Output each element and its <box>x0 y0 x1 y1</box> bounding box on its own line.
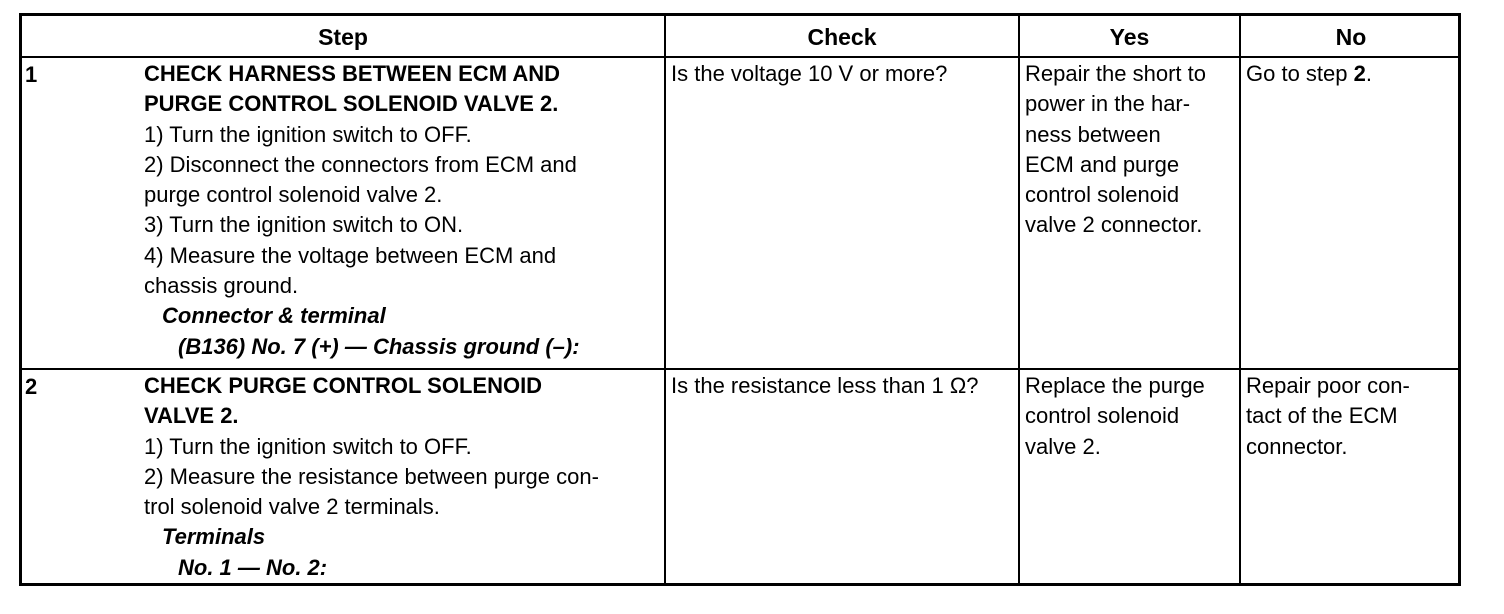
no-action-line: connector. <box>1246 433 1348 459</box>
yes-action-line: valve 2 connector. <box>1025 212 1203 238</box>
no-action-step-ref: 2 <box>1353 61 1366 86</box>
column-divider-step-check <box>664 16 666 583</box>
no-action-line: tact of the ECM <box>1246 403 1398 429</box>
column-divider-yes-no <box>1239 16 1241 583</box>
step-title: PURGE CONTROL SOLENOID VALVE 2. <box>144 91 559 117</box>
header-no: No <box>1335 24 1367 50</box>
step-instruction: 3) Turn the ignition switch to ON. <box>144 212 464 238</box>
yes-action <box>1025 371 1205 462</box>
step-instruction: 4) Measure the voltage between ECM and <box>144 242 557 268</box>
step-instruction: chassis ground. <box>144 273 299 299</box>
step-instruction: 2) Disconnect the connectors from ECM and <box>144 151 577 177</box>
step-instruction: 1) Turn the ignition switch to OFF. <box>144 121 472 147</box>
column-divider-check-yes <box>1018 16 1020 583</box>
header-yes: Yes <box>1109 24 1150 50</box>
header-step: Step <box>318 24 368 50</box>
step-title: CHECK PURGE CONTROL SOLENOID <box>144 373 543 398</box>
no-action-text: Go to step <box>1246 61 1354 86</box>
step-title: VALVE 2. <box>144 403 239 429</box>
spec-label: Connector & terminal <box>162 303 386 329</box>
step-instruction: 1) Turn the ignition switch to OFF. <box>144 433 472 459</box>
no-action-line: Repair poor con- <box>1246 373 1410 398</box>
step-instruction: trol solenoid valve 2 terminals. <box>144 494 440 520</box>
spec-label: Terminals <box>162 524 266 550</box>
row-divider <box>22 368 1458 370</box>
header-divider <box>22 56 1458 58</box>
yes-action-line: power in the har- <box>1025 91 1191 117</box>
step-instruction: 2) Measure the resistance between purge con- <box>144 463 599 489</box>
header-check: Check <box>807 24 877 50</box>
no-action <box>1246 371 1410 462</box>
yes-action <box>1025 59 1206 241</box>
yes-action-line: valve 2. <box>1025 433 1101 459</box>
yes-action-line: Replace the purge <box>1025 373 1205 398</box>
yes-action-line: ECM and purge <box>1025 151 1180 177</box>
step-instruction: purge control solenoid valve 2. <box>144 182 443 208</box>
step-content <box>144 59 580 362</box>
spec-value: (B136) No. 7 (+) — Chassis ground (–): <box>178 333 580 359</box>
spec-value: No. 1 — No. 2: <box>178 554 328 580</box>
yes-action-line: control solenoid <box>1025 403 1180 429</box>
step-title: CHECK HARNESS BETWEEN ECM AND <box>144 61 560 86</box>
step-number: 2 <box>25 374 38 399</box>
no-action <box>1246 59 1372 89</box>
no-action-suffix: . <box>1365 61 1372 86</box>
check-question: Is the resistance less than 1 Ω? <box>671 373 979 398</box>
diagnostic-table <box>19 13 1461 586</box>
yes-action-line: Repair the short to <box>1025 61 1206 86</box>
yes-action-line: ness between <box>1025 121 1161 147</box>
step-number: 1 <box>25 62 38 87</box>
check-question: Is the voltage 10 V or more? <box>671 61 948 86</box>
yes-action-line: control solenoid <box>1025 182 1180 208</box>
step-content <box>144 371 599 583</box>
